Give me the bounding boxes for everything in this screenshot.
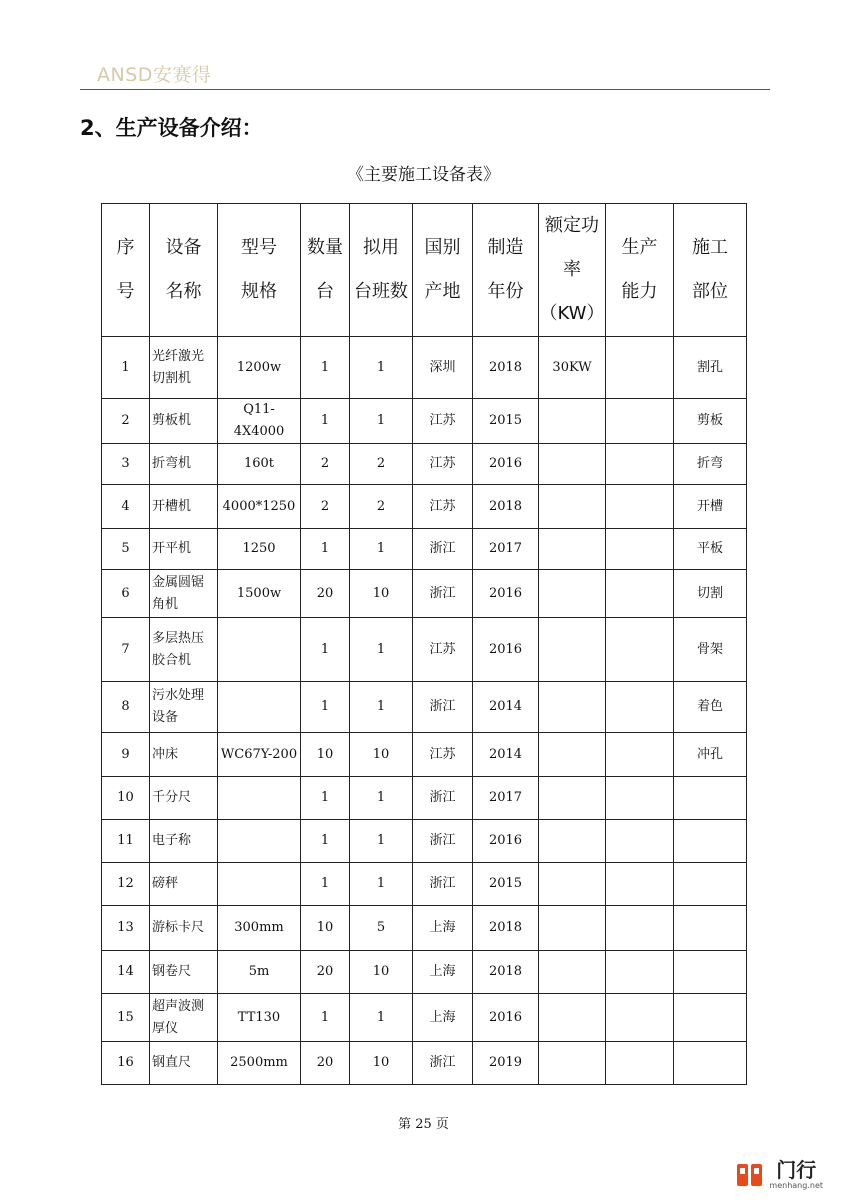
table-cell: 上海 [413,951,473,994]
table-row [102,906,747,951]
column-header [301,204,350,337]
table-cell [606,618,674,682]
column-header [539,204,606,337]
table-cell: 千分尺 [150,777,218,820]
table-cell: 2 [350,444,413,485]
column-header [473,204,539,337]
table-cell: 2500mm [218,1042,301,1085]
table-cell [674,820,747,863]
table-cell: 2014 [473,733,539,777]
table-cell: 1 [350,529,413,570]
company-logo: ANSD安赛得 [97,64,212,86]
table-cell [539,777,606,820]
column-header-line: 国别 [424,237,461,258]
table-row [102,485,747,529]
table-cell: 8 [102,682,150,733]
table-cell: 折弯机 [150,444,218,485]
table-cell: 14 [102,951,150,994]
table-cell: 15 [102,994,150,1042]
table-row [102,820,747,863]
table-cell [674,863,747,906]
table-cell [539,994,606,1042]
table-cell: 9 [102,733,150,777]
table-cell [539,570,606,618]
column-header [150,204,218,337]
table-row [102,399,747,444]
table-cell: 江苏 [413,485,473,529]
page-number: 第 25 页 [398,1117,449,1132]
table-row [102,733,747,777]
column-header-line: 数量 [307,237,343,258]
table-cell: 2019 [473,1042,539,1085]
table-cell: 污水处理设备 [150,682,218,733]
table-cell [218,618,301,682]
table-cell [606,863,674,906]
table-cell: 开槽 [674,485,747,529]
table-cell [606,444,674,485]
table-cell [539,906,606,951]
table-cell: 开槽机 [150,485,218,529]
table-cell [606,529,674,570]
table-cell: 5 [350,906,413,951]
table-cell: 1 [350,682,413,733]
table-cell: 2018 [473,485,539,529]
watermark-text: 门行 [776,1158,817,1182]
table-cell: 4000*1250 [218,485,301,529]
table-cell [218,777,301,820]
table-cell: 7 [102,618,150,682]
section-heading: 2、生产设备介绍： [80,116,263,140]
column-header-line: 率（KW） [539,259,605,324]
table-cell: TT130 [218,994,301,1042]
table-cell: 11 [102,820,150,863]
table-cell: 2016 [473,820,539,863]
table-cell: 13 [102,906,150,951]
table-cell: 5 [102,529,150,570]
watermark-domain: menhang.net [769,1181,823,1190]
table-cell [606,906,674,951]
table-cell: 30KW [539,337,606,399]
table-cell: 浙江 [413,1042,473,1085]
table-cell: 江苏 [413,399,473,444]
table-cell: 浙江 [413,777,473,820]
header-divider [80,89,770,90]
table-cell: 1 [301,863,350,906]
table-cell: 1 [301,777,350,820]
table-cell: 10 [350,951,413,994]
table-cell [218,682,301,733]
table-cell [539,951,606,994]
table-cell: 浙江 [413,529,473,570]
table-cell: 1 [301,618,350,682]
table-cell: 骨架 [674,618,747,682]
table-cell: 1 [350,994,413,1042]
table-cell: 上海 [413,994,473,1042]
table-cell: 4 [102,485,150,529]
table-cell: 开平机 [150,529,218,570]
table-cell: 16 [102,1042,150,1085]
column-header [674,204,747,337]
table-cell: 1 [301,682,350,733]
column-header-line: 能力 [621,281,658,302]
table-cell: 剪板 [674,399,747,444]
table-cell [539,682,606,733]
column-header-line: 序 [116,237,135,258]
table-row [102,570,747,618]
table-cell: 160t [218,444,301,485]
column-header [102,204,150,337]
table-row [102,337,747,399]
table-row [102,863,747,906]
table-cell: 3 [102,444,150,485]
table-cell: 割孔 [674,337,747,399]
table-cell: 1 [102,337,150,399]
table-cell: 江苏 [413,733,473,777]
table-cell: 2014 [473,682,539,733]
table-header-row [102,204,747,337]
column-header-line: 部位 [692,281,728,302]
table-cell: 2017 [473,529,539,570]
table-cell [539,399,606,444]
table-cell: 6 [102,570,150,618]
table-cell: 1 [301,337,350,399]
menhang-logo-icon [735,1160,765,1190]
table-cell [539,863,606,906]
table-cell [674,777,747,820]
table-row [102,444,747,485]
table-row [102,1042,747,1085]
table-cell: 平板 [674,529,747,570]
table-row [102,777,747,820]
table-cell: 上海 [413,906,473,951]
table-cell: 江苏 [413,618,473,682]
column-header [218,204,301,337]
table-cell: 1 [350,820,413,863]
column-header-line: 施工 [692,237,728,258]
table-cell: 1 [350,399,413,444]
table-cell: 电子称 [150,820,218,863]
table-cell: 2018 [473,906,539,951]
table-cell [218,820,301,863]
column-header-line: 年份 [487,281,524,302]
table-cell: 1250 [218,529,301,570]
table-cell: 2 [301,485,350,529]
table-cell: 钢卷尺 [150,951,218,994]
table-cell: 20 [301,951,350,994]
table-cell: 冲床 [150,733,218,777]
table-cell [674,906,747,951]
table-cell: 2 [301,444,350,485]
table-cell: 切割 [674,570,747,618]
table-cell [606,1042,674,1085]
table-cell: 1 [350,863,413,906]
table-cell: 着色 [674,682,747,733]
table-cell: 超声波测厚仪 [150,994,218,1042]
column-header [413,204,473,337]
table-cell: 5m [218,951,301,994]
column-header-line: 号 [116,281,135,302]
table-cell [218,863,301,906]
table-cell [606,337,674,399]
table-cell: 1 [350,337,413,399]
table-cell: 浙江 [413,570,473,618]
table-cell: 1 [350,777,413,820]
table-cell: 浙江 [413,863,473,906]
table-cell: 深圳 [413,337,473,399]
table-cell [606,399,674,444]
table-cell: 20 [301,1042,350,1085]
table-row [102,994,747,1042]
table-cell: 20 [301,570,350,618]
table-cell: 浙江 [413,820,473,863]
table-cell: 2018 [473,337,539,399]
table-row [102,951,747,994]
table-cell: 2016 [473,444,539,485]
table-cell: 光纤激光切割机 [150,337,218,399]
column-header [606,204,674,337]
table-cell: 300mm [218,906,301,951]
table-cell [539,733,606,777]
table-cell [606,485,674,529]
table-cell: 2018 [473,951,539,994]
table-cell [606,994,674,1042]
table-cell [539,820,606,863]
table-cell: 冲孔 [674,733,747,777]
table-cell: 2017 [473,777,539,820]
table-cell: 磅秤 [150,863,218,906]
table-cell: 1 [301,529,350,570]
table-cell: 10 [350,1042,413,1085]
column-header-line: 生产 [621,237,658,258]
table-row [102,682,747,733]
table-cell: 10 [350,733,413,777]
table-cell: 剪板机 [150,399,218,444]
table-cell: 10 [301,733,350,777]
table-row [102,618,747,682]
table-cell: 钢直尺 [150,1042,218,1085]
column-header-line: 规格 [241,281,277,302]
site-watermark [735,1159,823,1190]
table-cell [539,618,606,682]
column-header-line: 台班数 [354,281,408,302]
table-cell: 10 [301,906,350,951]
table-cell: 1 [301,994,350,1042]
column-header-line: 名称 [165,281,202,302]
table-cell: Q11-4X4000 [218,399,301,444]
equipment-table [101,203,747,1085]
table-cell: 10 [102,777,150,820]
table-cell [606,777,674,820]
table-cell: 10 [350,570,413,618]
table-cell [539,529,606,570]
column-header-line: 型号 [241,237,277,258]
table-cell [674,1042,747,1085]
table-cell [606,682,674,733]
table-title: 《主要施工设备表》 [347,165,500,185]
table-cell [539,485,606,529]
table-cell: 多层热压胶合机 [150,618,218,682]
table-cell [539,1042,606,1085]
table-cell [606,570,674,618]
column-header-line: 拟用 [363,237,399,258]
table-cell: 12 [102,863,150,906]
table-cell: 2015 [473,399,539,444]
table-cell [606,951,674,994]
table-cell: 2016 [473,994,539,1042]
table-cell [606,820,674,863]
table-cell: 浙江 [413,682,473,733]
table-cell: 1 [301,820,350,863]
table-cell: WC67Y-200 [218,733,301,777]
column-header-line: 台 [316,281,334,302]
table-cell [539,444,606,485]
column-header-line: 额定功 [545,215,599,236]
table-cell: 1 [301,399,350,444]
table-cell: 金属圆锯角机 [150,570,218,618]
table-cell: 2016 [473,570,539,618]
table-cell: 江苏 [413,444,473,485]
table-cell: 折弯 [674,444,747,485]
column-header [350,204,413,337]
table-cell: 2016 [473,618,539,682]
table-cell [606,733,674,777]
table-cell: 2 [102,399,150,444]
column-header-line: 产地 [424,281,461,302]
table-row [102,529,747,570]
table-cell: 游标卡尺 [150,906,218,951]
table-cell: 2 [350,485,413,529]
table-cell: 1200w [218,337,301,399]
table-cell [674,994,747,1042]
table-cell: 2015 [473,863,539,906]
column-header-line: 制造 [487,237,524,258]
table-cell: 1 [350,618,413,682]
table-cell: 1500w [218,570,301,618]
column-header-line: 设备 [165,237,202,258]
table-cell [674,951,747,994]
